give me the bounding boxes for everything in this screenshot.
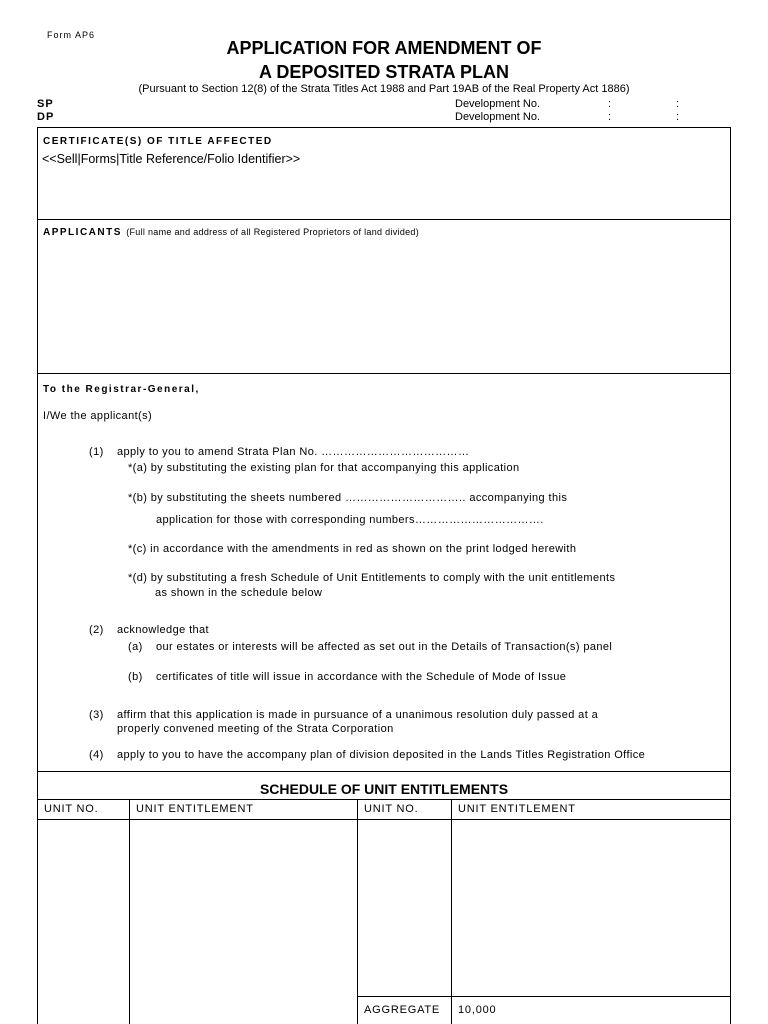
item2b-text: certificates of title will issue in accordance with the Schedule of Mode of Issue: [156, 671, 567, 683]
item2b-label: (b): [128, 671, 143, 683]
item4-text: apply to you to have the accompany plan of division deposited in the Lands Titles Registration Office: [117, 749, 646, 761]
item1-text: apply to you to amend Strata Plan No. …………………………………: [117, 446, 470, 458]
frame-right-line: [730, 127, 731, 1024]
item1b-text-line2: application for those with corresponding numbers…………………………….: [156, 514, 544, 526]
item2-text: acknowledge that: [117, 624, 210, 636]
sp-label: SP: [37, 98, 54, 110]
item4-number: (4): [89, 749, 104, 761]
applicants-field[interactable]: [40, 244, 728, 370]
colon-dp-2: :: [676, 111, 680, 123]
divider-certificates: [37, 219, 731, 220]
schedule-title: SCHEDULE OF UNIT ENTITLEMENTS: [259, 781, 509, 797]
dp-label: DP: [37, 111, 55, 123]
applicants-heading: [43, 227, 419, 238]
item3-text-line1: affirm that this application is made in pursuance of a unanimous resolution duly passed at a: [117, 709, 599, 721]
intro-text: I/We the applicant(s): [43, 410, 153, 422]
aggregate-value: 10,000: [458, 1004, 497, 1016]
col-header-unit-entitlement-1: UNIT ENTITLEMENT: [136, 803, 254, 815]
item1d-text-line1: *(d) by substituting a fresh Schedule of Unit Entitlements to comply with the unit entitlements: [128, 572, 616, 584]
colon-sp-1: :: [608, 98, 612, 110]
item2a-text: our estates or interests will be affected as set out in the Details of Transaction(s) panel: [156, 641, 613, 653]
frame-top-line: [37, 127, 731, 128]
item1-number: (1): [89, 446, 104, 458]
item2-number: (2): [89, 624, 104, 636]
form-title-line1: APPLICATION FOR AMENDMENT OF: [226, 38, 542, 58]
addressee: To the Registrar-General,: [43, 384, 200, 395]
divider-body: [37, 771, 731, 772]
item2a-label: (a): [128, 641, 143, 653]
aggregate-top-line: [357, 996, 731, 997]
certificates-label: CERTIFICATE(S) OF TITLE AFFECTED: [43, 136, 273, 147]
schedule-unit-no-cell-1[interactable]: [38, 820, 129, 996]
item3-text-line2: properly convened meeting of the Strata Corporation: [117, 723, 394, 735]
item1d-text-line2: as shown in the schedule below: [155, 587, 323, 599]
development-no-label-dp: Development No.: [455, 111, 540, 123]
schedule-unit-no-cell-2[interactable]: [358, 820, 451, 996]
applicants-note: (Full name and address of all Registered Proprietors of land divided): [126, 227, 420, 237]
schedule-header-top-line: [37, 799, 731, 800]
schedule-unit-entitlement-cell-2[interactable]: [452, 820, 730, 996]
colon-dp-1: :: [608, 111, 612, 123]
form-title-line2: A DEPOSITED STRATA PLAN: [258, 62, 509, 82]
item1a-text: *(a) by substituting the existing plan for that accompanying this application: [128, 462, 520, 474]
development-no-label-sp: Development No.: [455, 98, 540, 110]
col-header-unit-no-2: UNIT NO.: [364, 803, 419, 815]
form-subtitle: (Pursuant to Section 12(8) of the Strata Titles Act 1988 and Part 19AB of the Real Property Act 1886): [138, 83, 630, 95]
item1b-text-line1: *(b) by substituting the sheets numbered ………………………….. accompanying this: [128, 492, 568, 504]
aggregate-label: AGGREGATE: [364, 1004, 441, 1016]
col-header-unit-entitlement-2: UNIT ENTITLEMENT: [458, 803, 576, 815]
colon-sp-2: :: [676, 98, 680, 110]
divider-applicants: [37, 373, 731, 374]
applicants-label: APPLICANTS: [43, 227, 122, 238]
schedule-unit-entitlement-cell-1[interactable]: [130, 820, 357, 996]
certificates-field[interactable]: <<Sell|Forms|Title Reference/Folio Identifier>>: [42, 152, 301, 166]
col-header-unit-no-1: UNIT NO.: [44, 803, 99, 815]
form-id: Form AP6: [47, 30, 96, 40]
item3-number: (3): [89, 709, 104, 721]
item1c-text: *(c) in accordance with the amendments in red as shown on the print lodged herewith: [128, 543, 577, 555]
